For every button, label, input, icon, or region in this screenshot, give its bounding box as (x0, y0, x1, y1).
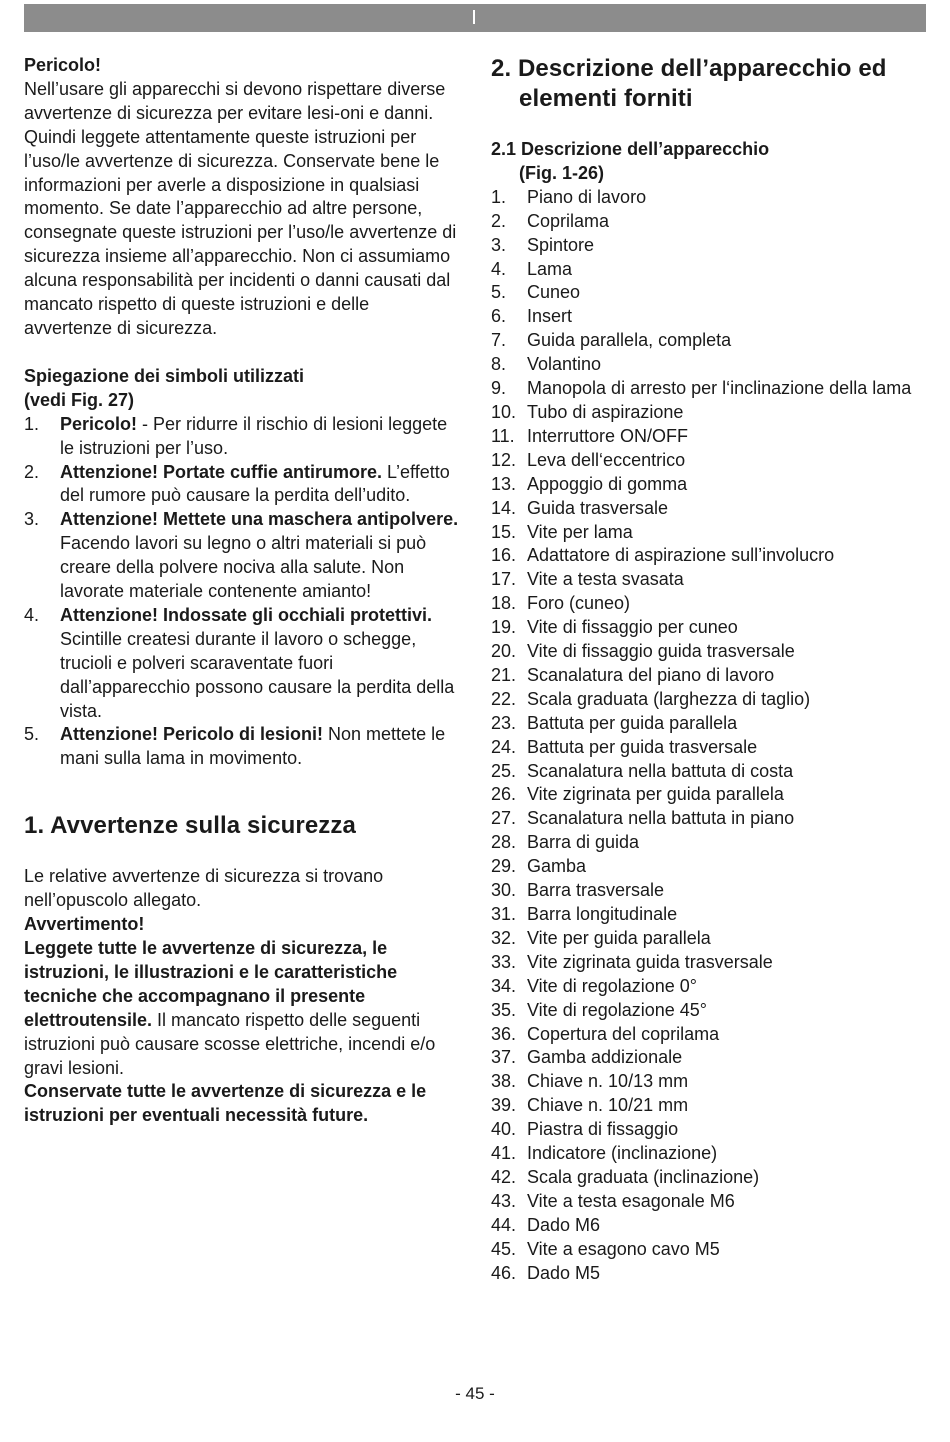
danger-title: Pericolo! (24, 55, 102, 75)
part-item (491, 425, 921, 449)
part-label: Vite di regolazione 45° (527, 999, 707, 1020)
part-number: 34. (491, 975, 517, 996)
part-label: Barra longitudinale (527, 904, 678, 924)
symbol-number: 2. (24, 461, 40, 482)
part-label: Chiave n. 10/21 mm (527, 1095, 689, 1116)
part-number: 10. (491, 401, 517, 422)
part-label: Tubo di aspirazione (527, 401, 684, 422)
section1-text: Le relative avvertenze di sicurezza si trovano nell’opuscolo allegato. (24, 866, 384, 911)
part-item (491, 592, 921, 616)
part-number: 13. (491, 473, 517, 494)
part-item (491, 855, 921, 879)
part-label: Vite di regolazione 0° (527, 975, 697, 996)
keep-instructions: Conservate tutte le avvertenze di sicurezza e le istruzioni per eventuali necessità future. (24, 1081, 427, 1126)
part-label: Vite a esagono cavo M5 (527, 1238, 720, 1259)
part-item (491, 521, 921, 545)
part-label: Guida trasversale (527, 497, 669, 518)
part-item (491, 1238, 921, 1262)
part-label: Piastra di fissaggio (527, 1119, 679, 1140)
part-number: 41. (491, 1143, 517, 1164)
part-item (491, 760, 921, 784)
part-item (491, 305, 921, 329)
symbol-item (24, 723, 460, 771)
symbol-item (24, 413, 460, 461)
part-number: 6. (491, 306, 507, 327)
part-item (491, 927, 921, 951)
symbol-text: - Per ridurre il rischio di lesioni leggete le istruzioni per l’uso. (60, 413, 448, 458)
symbol-number: 3. (24, 509, 40, 530)
part-label: Foro (cuneo) (527, 593, 631, 614)
part-number: 32. (491, 927, 517, 948)
part-number: 14. (491, 497, 517, 518)
symbol-item (24, 461, 460, 509)
part-number: 9. (491, 378, 507, 399)
part-item (491, 281, 921, 305)
part-item (491, 1070, 921, 1094)
subsection-heading: 2.1 Descrizione dell’apparecchio (Fig. 1-26) (491, 139, 770, 183)
part-label: Appoggio di gomma (527, 473, 688, 494)
part-number: 21. (491, 664, 517, 685)
part-item (491, 1214, 921, 1238)
symbol-number: 1. (24, 413, 40, 434)
part-label: Interruttore ON/OFF (527, 425, 689, 446)
part-number: 36. (491, 1023, 517, 1044)
part-number: 11. (491, 425, 515, 446)
part-item (491, 999, 921, 1023)
part-number: 26. (491, 784, 517, 805)
symbol-number: 4. (24, 604, 40, 625)
part-number: 30. (491, 880, 517, 901)
part-number: 33. (491, 951, 517, 972)
part-label: Battuta per guida parallela (527, 712, 738, 733)
part-label: Gamba addizionale (527, 1047, 683, 1068)
part-label: Guida parallela, completa (527, 330, 732, 351)
warning-paragraph: Leggete tutte le avvertenze di sicurezza, le istruzioni, le illustrazioni e le caratteristiche tecniche che accompagnano il presente elettroutensile. Il mancato rispetto delle seguenti istruzioni può causare scosse elettriche, incendi e/o gravi lesioni. (24, 938, 436, 1078)
part-label: Cuneo (527, 282, 581, 303)
part-label: Vite di fissaggio guida trasversale (527, 641, 795, 662)
danger-text: Nell’usare gli apparecchi si devono rispettare diverse avvertenze di sicurezza per evitare lesi-oni e danni. Quindi leggete attentamente queste istruzioni per l’uso/le avvertenze di sicurezza. Conservate bene le informazioni per averle a disposizione in qualsiasi momento. Se date l’apparecchio ad altre persone, consegnate queste istruzioni per l’uso/le avvertenze di sicurezza insieme all’apparecchio. Non ci assumiamo alcuna responsabilità per incidenti o danni causati dal mancato rispetto di queste istruzioni e delle avvertenze di sicurezza. (24, 78, 457, 338)
part-number: 38. (491, 1071, 517, 1092)
part-number: 46. (491, 1262, 517, 1283)
part-item (491, 640, 921, 664)
part-item (491, 329, 921, 353)
part-item (491, 186, 921, 210)
part-number: 16. (491, 545, 517, 566)
part-item (491, 712, 921, 736)
part-label: Vite zigrinata per guida parallela (527, 784, 784, 805)
part-number: 2. (491, 210, 507, 231)
part-label: Scanalatura nella battuta di costa (527, 760, 794, 781)
right-column (491, 54, 921, 1286)
symbol-bold: Attenzione! Indossate gli occhiali protettivi. (60, 604, 433, 625)
part-label: Adattatore di aspirazione sull’involucro (527, 545, 835, 566)
header-bar (24, 4, 926, 32)
part-item (491, 688, 921, 712)
part-item (491, 736, 921, 760)
part-number: 20. (491, 641, 517, 662)
part-label: Copertura del coprilama (527, 1023, 720, 1044)
part-label: Chiave n. 10/13 mm (527, 1071, 689, 1092)
part-label: Scala graduata (larghezza di taglio) (527, 688, 811, 709)
part-number: 44. (491, 1214, 517, 1235)
part-number: 19. (491, 617, 517, 638)
header-mark (473, 10, 475, 24)
part-label: Barra di guida (527, 832, 640, 853)
part-number: 24. (491, 736, 517, 757)
part-label: Dado M6 (527, 1214, 601, 1235)
part-number: 7. (491, 330, 507, 351)
part-label: Indicatore (inclinazione) (527, 1143, 718, 1164)
part-item (491, 1190, 921, 1214)
part-item (491, 258, 921, 282)
part-item (491, 210, 921, 234)
part-number: 15. (491, 521, 517, 542)
part-label: Leva dell‘eccentrico (527, 449, 686, 470)
part-item (491, 616, 921, 640)
part-number: 4. (491, 258, 507, 279)
part-item (491, 975, 921, 999)
symbol-bold: Attenzione! Pericolo di lesioni! (60, 724, 324, 745)
part-label: Vite per guida parallela (527, 927, 711, 948)
part-label: Barra trasversale (527, 880, 665, 901)
part-label: Scanalatura nella battuta in piano (527, 808, 795, 829)
part-number: 3. (491, 234, 507, 255)
part-item (491, 807, 921, 831)
symbol-item (24, 604, 460, 724)
part-label: Vite a testa svasata (527, 569, 684, 590)
part-number: 27. (491, 808, 517, 829)
part-label: Volantino (527, 354, 602, 375)
part-item (491, 449, 921, 473)
part-number: 39. (491, 1095, 517, 1116)
part-item (491, 544, 921, 568)
symbol-text: Facendo lavori su legno o altri materiali si può creare della polvere nociva alla salute. Non lavorate materiale contenente amianto! (60, 533, 427, 602)
part-item (491, 473, 921, 497)
part-number: 18. (491, 593, 517, 614)
part-number: 12. (491, 449, 517, 470)
part-label: Vite di fissaggio per cuneo (527, 617, 738, 638)
part-number: 25. (491, 760, 517, 781)
part-number: 17. (491, 569, 517, 590)
warning-title: Avvertimento! (24, 914, 145, 935)
part-number: 40. (491, 1119, 517, 1140)
symbol-text: Scintille createsi durante il lavoro o schegge, trucioli e polveri scaraventate fuori dall’apparecchio possono causare la perdita della vista. (60, 628, 455, 721)
part-number: 28. (491, 832, 517, 853)
part-item (491, 664, 921, 688)
part-item (491, 401, 921, 425)
part-label: Manopola di arresto per l‘inclinazione della lama (527, 378, 912, 399)
part-number: 5. (491, 282, 507, 303)
part-number: 42. (491, 1166, 517, 1187)
part-number: 31. (491, 904, 517, 924)
symbol-bold: Attenzione! Mettete una maschera antipolvere. (60, 509, 459, 530)
part-label: Scala graduata (inclinazione) (527, 1166, 760, 1187)
part-item (491, 1166, 921, 1190)
symbols-heading: Spiegazione dei simboli utilizzati (vedi Fig. 27) (24, 365, 305, 410)
part-item (491, 1118, 921, 1142)
part-item (491, 568, 921, 592)
part-number: 8. (491, 354, 507, 375)
part-label: Lama (527, 258, 573, 279)
symbol-item (24, 508, 460, 604)
symbol-bold: Attenzione! Portate cuffie antirumore. (60, 461, 383, 482)
part-item (491, 879, 921, 903)
part-number: 37. (491, 1047, 517, 1068)
part-number: 43. (491, 1190, 517, 1211)
symbol-text: L’effetto del rumore può causare la perdita dell’udito. (60, 461, 450, 506)
part-item (491, 377, 921, 401)
part-number: 45. (491, 1238, 517, 1259)
part-item (491, 353, 921, 377)
part-number: 1. (491, 186, 507, 207)
part-item (491, 951, 921, 975)
section2-heading: 2. Descrizione dell’apparecchio ed elementi forniti (491, 55, 887, 112)
symbol-number: 5. (24, 724, 40, 745)
part-item (491, 234, 921, 258)
part-label: Dado M5 (527, 1262, 601, 1283)
parts-list (491, 186, 921, 1286)
part-item (491, 1142, 921, 1166)
part-label: Vite a testa esagonale M6 (527, 1190, 735, 1211)
left-column (24, 54, 460, 1128)
part-item (491, 1046, 921, 1070)
part-item (491, 903, 921, 927)
part-item (491, 497, 921, 521)
symbols-list (24, 413, 460, 772)
part-label: Insert (527, 306, 573, 327)
section1-heading: 1. Avvertenze sulla sicurezza (24, 812, 356, 840)
part-label: Coprilama (527, 210, 610, 231)
part-label: Vite per lama (527, 521, 633, 542)
part-item (491, 831, 921, 855)
part-label: Scanalatura del piano di lavoro (527, 664, 775, 685)
part-number: 22. (491, 688, 517, 709)
part-item (491, 783, 921, 807)
part-label: Gamba (527, 856, 587, 877)
part-label: Spintore (527, 234, 595, 255)
part-number: 29. (491, 856, 517, 877)
part-item (491, 1262, 921, 1286)
part-label: Vite zigrinata guida trasversale (527, 951, 773, 972)
symbol-bold: Pericolo! (60, 413, 138, 434)
symbol-text: Non mettete le mani sulla lama in movimento. (60, 724, 446, 769)
part-label: Piano di lavoro (527, 186, 647, 207)
part-number: 35. (491, 999, 517, 1020)
part-label: Battuta per guida trasversale (527, 736, 758, 757)
part-item (491, 1094, 921, 1118)
part-number: 23. (491, 712, 517, 733)
part-item (491, 1023, 921, 1047)
page-number: - 45 - (455, 1384, 495, 1403)
